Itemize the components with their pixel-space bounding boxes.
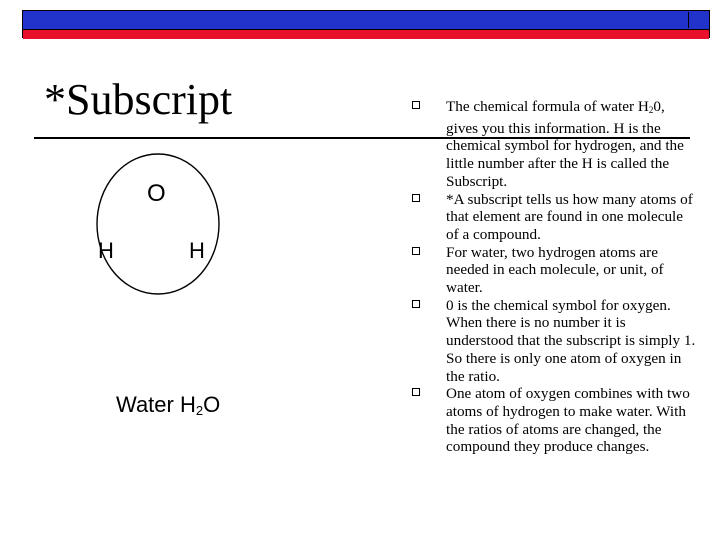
caption-subscript: 2 bbox=[195, 403, 204, 418]
atom-hydrogen-left-label: H bbox=[98, 238, 114, 263]
bullet-text-2: *A subscript tells us how many atoms of that element are found in one molecule of a compound. bbox=[446, 190, 693, 243]
bullet-text-1b: 0, gives you this information. H is the chemical symbol for hydrogen, and the little number after the H is called the Subscript. bbox=[446, 98, 684, 190]
bullet-text-1a: The chemical formula of water H bbox=[446, 98, 649, 115]
bullet-text-3: For water, two hydrogen atoms are needed in each molecule, or unit, of water. bbox=[446, 243, 664, 297]
bullet-list bbox=[406, 98, 696, 456]
square-bullet-icon bbox=[412, 247, 420, 255]
bullet-item-hydrogen-count bbox=[406, 244, 696, 297]
atom-hydrogen-right-label: H bbox=[189, 238, 205, 263]
square-bullet-icon bbox=[412, 101, 420, 109]
molecule-outline bbox=[97, 154, 219, 294]
bullet-item-ratio bbox=[406, 385, 696, 456]
bullet-item-formula bbox=[406, 98, 696, 191]
square-bullet-icon bbox=[412, 194, 420, 202]
caption-prefix: Water H bbox=[116, 392, 196, 417]
slide-title: *Subscript bbox=[44, 75, 233, 124]
molecule-caption bbox=[116, 392, 220, 418]
bullet-text-5: One atom of oxygen combines with two atoms of hydrogen to make water. With the ratios of atoms are changed, the compound they produce changes. bbox=[446, 385, 690, 456]
atom-oxygen-label: O bbox=[147, 180, 166, 207]
square-bullet-icon bbox=[412, 388, 420, 396]
bullet-item-oxygen bbox=[406, 297, 696, 386]
bullet-item-subscript-definition bbox=[406, 191, 696, 244]
bullet-text-4: 0 is the chemical symbol for oxygen. When there is no number it is understood that the subscript is simply 1. So there is only one atom of oxygen in the ratio. bbox=[446, 296, 696, 385]
square-bullet-icon bbox=[412, 300, 420, 308]
caption-suffix: O bbox=[203, 392, 221, 417]
bullet-text-1-subscript: 2 bbox=[648, 105, 654, 115]
